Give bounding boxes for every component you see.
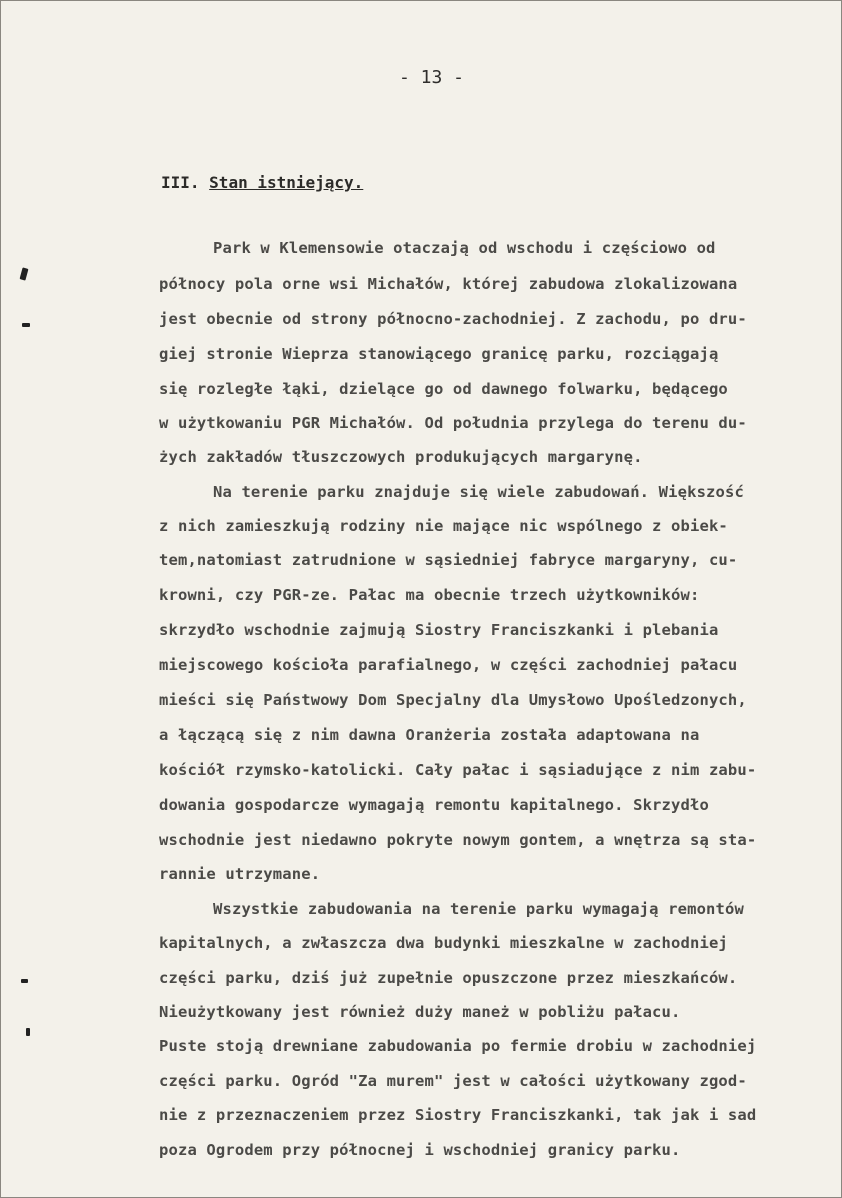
section-numeral: III. bbox=[161, 173, 200, 192]
text-line: Na terenie parku znajduje się wiele zabudowań. Większość bbox=[213, 483, 744, 501]
text-line: skrzydło wschodnie zajmują Siostry Franciszkanki i plebania bbox=[159, 621, 719, 639]
text-line: w użytkowaniu PGR Michałów. Od południa przylega do terenu du- bbox=[159, 414, 747, 432]
text-line: a łączącą się z nim dawna Oranżeria została adaptowana na bbox=[159, 726, 700, 744]
punch-mark bbox=[22, 323, 30, 327]
section-title: Stan istniejący. bbox=[209, 173, 364, 192]
text-line: części parku, dziś już zupełnie opuszczone przez mieszkańców. bbox=[159, 969, 738, 987]
text-line: wschodnie jest niedawno pokryte nowym gontem, a wnętrza są sta- bbox=[159, 831, 757, 849]
text-line: się rozległe łąki, dzielące go od dawnego folwarku, będącego bbox=[159, 380, 728, 398]
text-line: północy pola orne wsi Michałów, której zabudowa zlokalizowana bbox=[159, 275, 738, 293]
text-line: tem,natomiast zatrudnione w sąsiedniej fabryce margaryny, cu- bbox=[159, 551, 738, 569]
text-line: Park w Klemensowie otaczają od wschodu i częściowo od bbox=[213, 239, 716, 257]
text-line: poza Ogrodem przy północnej i wschodniej granicy parku. bbox=[159, 1141, 681, 1159]
text-line: części parku. Ogród "Za murem" jest w całości użytkowany zgod- bbox=[159, 1072, 747, 1090]
text-line: Puste stoją drewniane zabudowania po fermie drobiu w zachodniej bbox=[159, 1037, 757, 1055]
text-line: kapitalnych, a zwłaszcza dwa budynki mieszkalne w zachodniej bbox=[159, 934, 728, 952]
punch-mark bbox=[26, 1028, 30, 1036]
text-line: jest obecnie od strony północno-zachodniej. Z zachodu, po dru- bbox=[159, 310, 747, 328]
page-number: - 13 - bbox=[399, 67, 465, 88]
text-line: z nich zamieszkują rodziny nie mające nic wspólnego z obiek- bbox=[159, 517, 728, 535]
text-line: nie z przeznaczeniem przez Siostry Franciszkanki, tak jak i sad bbox=[159, 1106, 757, 1124]
text-line: żych zakładów tłuszczowych produkujących margarynę. bbox=[159, 448, 643, 466]
text-line: giej stronie Wieprza stanowiącego granicę parku, rozciągają bbox=[159, 345, 719, 363]
text-line: Wszystkie zabudowania na terenie parku wymagają remontów bbox=[213, 900, 744, 918]
text-line: rannie utrzymane. bbox=[159, 865, 321, 883]
punch-mark bbox=[20, 267, 29, 280]
section-heading bbox=[161, 173, 363, 192]
punch-mark bbox=[21, 979, 28, 983]
text-line: dowania gospodarcze wymagają remontu kapitalnego. Skrzydło bbox=[159, 796, 709, 814]
text-line: Nieużytkowany jest również duży maneż w pobliżu pałacu. bbox=[159, 1003, 681, 1021]
text-line: kościół rzymsko-katolicki. Cały pałac i sąsiadujące z nim zabu- bbox=[159, 761, 757, 779]
text-line: mieści się Państwowy Dom Specjalny dla Umysłowo Upośledzonych, bbox=[159, 691, 747, 709]
text-line: miejscowego kościoła parafialnego, w części zachodniej pałacu bbox=[159, 656, 738, 674]
text-line: krowni, czy PGR-ze. Pałac ma obecnie trzech użytkowników: bbox=[159, 586, 700, 604]
